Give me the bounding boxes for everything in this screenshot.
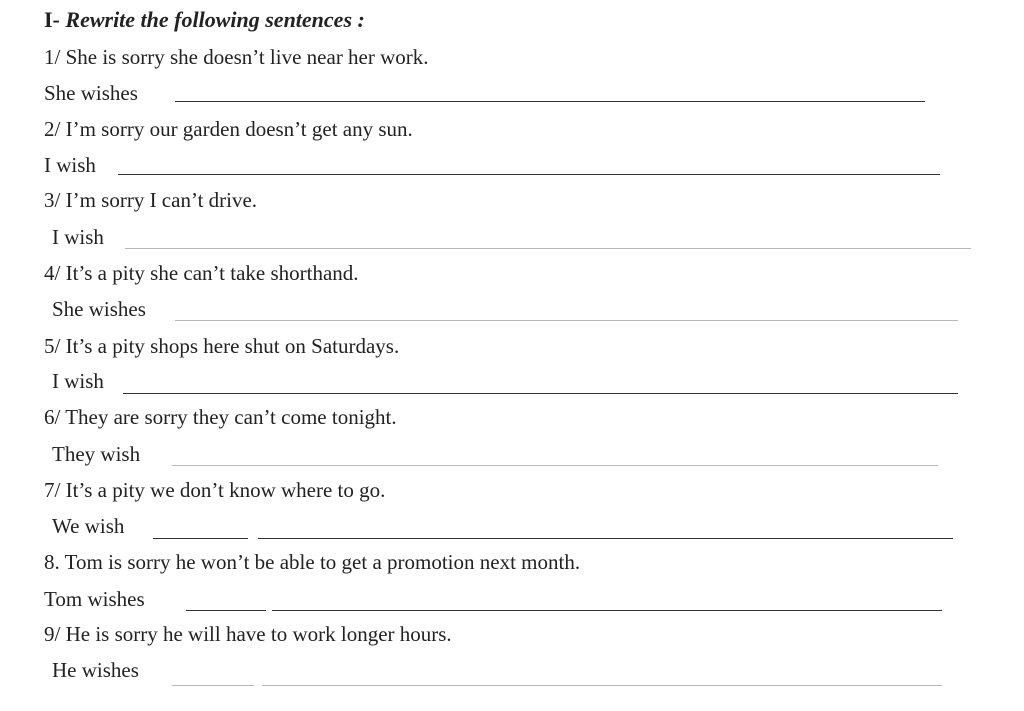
prompt-8: Tom wishes [44, 587, 145, 611]
sentence-2: 2/ I’m sorry our garden doesn’t get any sun. [44, 117, 413, 141]
sentence-8: 8. Tom is sorry he won’t be able to get a promotion next month. [44, 550, 581, 574]
answer-blank-5[interactable] [123, 393, 958, 394]
section-number: I- [44, 7, 60, 32]
answer-blank-8a[interactable] [186, 610, 266, 611]
section-heading [44, 6, 365, 34]
prompt-3: I wish [52, 225, 104, 249]
prompt-5: I wish [52, 369, 104, 393]
answer-blank-9b[interactable] [262, 685, 942, 686]
sentence-4: 4/ It’s a pity she can’t take shorthand. [44, 261, 359, 285]
answer-blank-8b[interactable] [272, 610, 942, 611]
answer-blank-3[interactable] [125, 248, 971, 249]
prompt-1: She wishes [44, 81, 138, 105]
prompt-2: I wish [44, 153, 96, 177]
prompt-9: He wishes [52, 658, 139, 682]
answer-blank-4[interactable] [175, 320, 958, 321]
answer-blank-2[interactable] [118, 174, 940, 175]
sentence-5: 5/ It’s a pity shops here shut on Saturdays. [44, 334, 400, 358]
answer-blank-7a[interactable] [153, 538, 248, 539]
prompt-6: They wish [52, 442, 141, 466]
prompt-4: She wishes [52, 297, 146, 321]
answer-blank-6[interactable] [172, 465, 938, 466]
sentence-6: 6/ They are sorry they can’t come tonight. [44, 405, 397, 429]
section-title: Rewrite the following sentences : [65, 7, 365, 32]
sentence-1: 1/ She is sorry she doesn’t live near her work. [44, 45, 429, 69]
answer-blank-9a[interactable] [172, 685, 254, 686]
sentence-7: 7/ It’s a pity we don’t know where to go. [44, 478, 386, 502]
sentence-9: 9/ He is sorry he will have to work longer hours. [44, 622, 452, 646]
answer-blank-1[interactable] [175, 101, 925, 102]
prompt-7: We wish [52, 514, 125, 538]
answer-blank-7b[interactable] [258, 538, 953, 539]
sentence-3: 3/ I’m sorry I can’t drive. [44, 188, 258, 212]
